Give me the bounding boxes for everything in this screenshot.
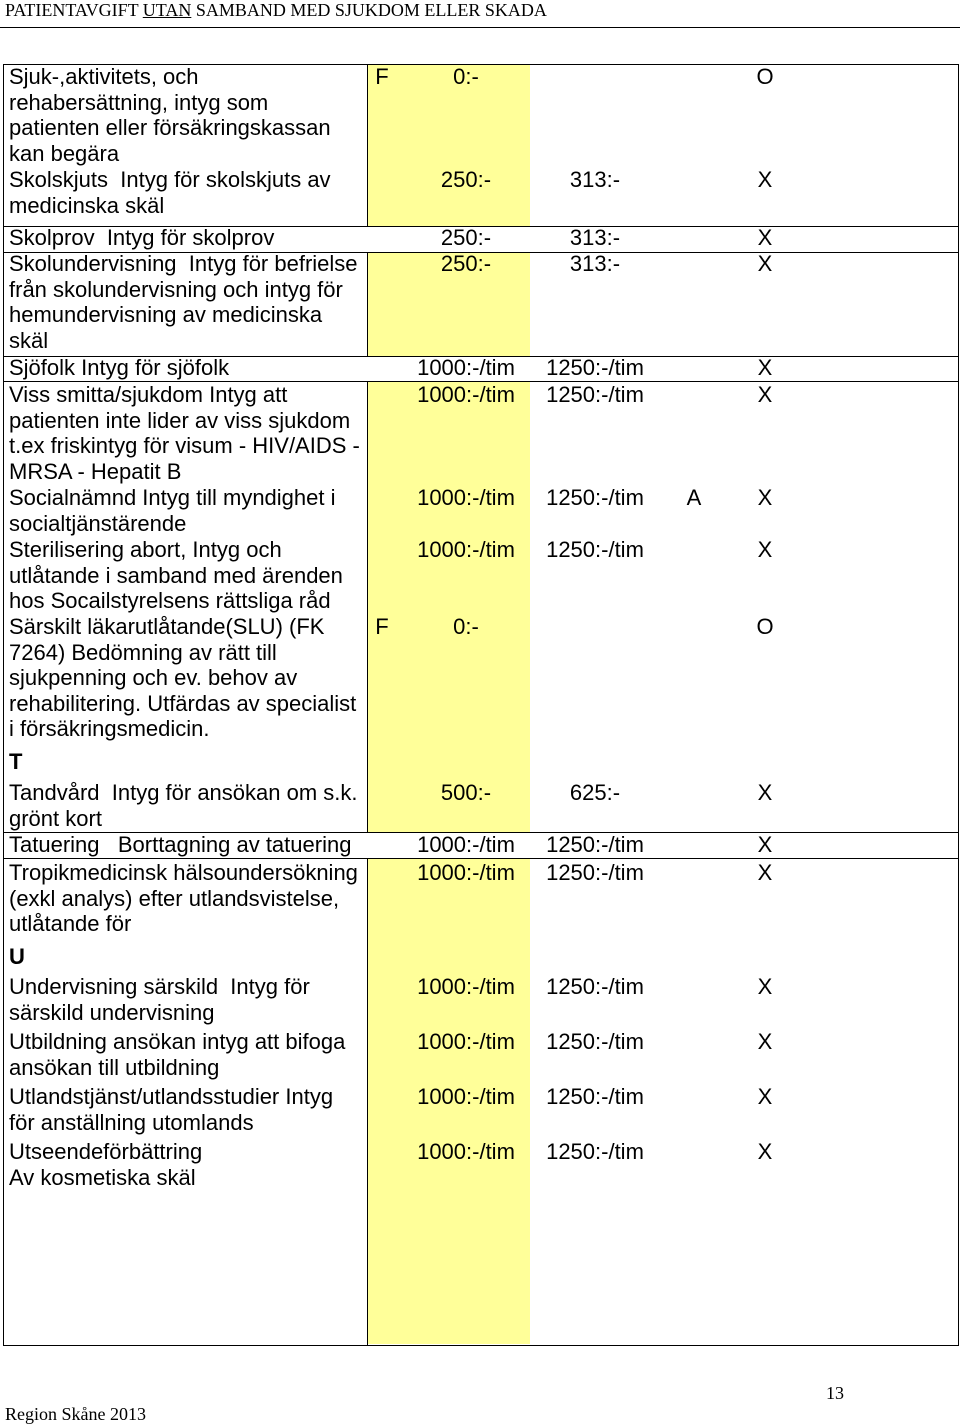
fee-row — [0, 860, 960, 937]
description-line: kan begära — [9, 140, 120, 166]
price-column-2: 1250:-/tim — [546, 974, 644, 999]
section-heading-row — [0, 944, 960, 970]
price-column-1: 250:- — [440, 167, 492, 192]
fee-row — [0, 537, 960, 614]
price-column-2: 1250:-/tim — [546, 382, 644, 407]
fee-row — [0, 355, 960, 381]
fee-row — [0, 1029, 960, 1080]
fee-row — [0, 832, 960, 858]
price-column-1: 0:- — [453, 64, 479, 89]
form-flag: F — [375, 614, 389, 639]
mark-flag: X — [757, 251, 773, 276]
description-line: Skolskjuts Intyg för skolskjuts av — [9, 167, 331, 192]
description-line: Utlandstjänst/utlandsstudier Intyg — [9, 1084, 334, 1109]
a-flag: A — [686, 485, 702, 510]
header-divider — [0, 27, 960, 28]
description-line: Av kosmetiska skäl — [9, 1164, 196, 1190]
description-line: Socialnämnd Intyg till myndighet i — [9, 485, 336, 510]
description-line: socialtjänstärende — [9, 510, 187, 536]
description-line: i försäkringsmedicin. — [9, 716, 210, 742]
price-column-2: 313:- — [569, 251, 621, 276]
header-title-underlined: UTAN — [142, 0, 192, 20]
description-line: Utseendeförbättring — [9, 1139, 203, 1164]
price-column-2: 1250:-/tim — [546, 537, 644, 562]
price-column-1: 1000:-/tim — [417, 974, 515, 999]
description-line: ansökan till utbildning — [9, 1054, 220, 1080]
header-title-end: SAMBAND MED SJUKDOM ELLER SKADA — [191, 0, 547, 20]
description-line: sjukpenning och ev. behov av — [9, 665, 298, 691]
description-line: medicinska skäl — [9, 192, 165, 218]
description-line: patienten inte lider av viss sjukdom — [9, 407, 351, 433]
price-column-1: 1000:-/tim — [417, 832, 515, 857]
mark-flag: X — [757, 225, 773, 250]
fee-row — [0, 64, 960, 166]
price-column-2: 1250:-/tim — [546, 485, 644, 510]
price-column-2: 1250:-/tim — [546, 860, 644, 885]
description-line: Utbildning ansökan intyg att bifoga — [9, 1029, 346, 1054]
mark-flag: O — [756, 614, 774, 639]
header-title-start: PATIENTAVGIFT — [5, 0, 143, 20]
description-line: utlåtande för — [9, 911, 132, 937]
price-column-1: 1000:-/tim — [417, 1139, 515, 1164]
mark-flag: X — [757, 537, 773, 562]
description-line: hemundervisning av medicinska — [9, 302, 323, 328]
footer-region: Region Skåne 2013 — [5, 1404, 146, 1424]
description-line: patienten eller försäkringskassan — [9, 115, 331, 141]
price-column-2: 1250:-/tim — [546, 832, 644, 857]
fee-row — [0, 485, 960, 536]
price-column-2: 1250:-/tim — [546, 1139, 644, 1164]
description-line: rehabilitering. Utfärdas av specialist — [9, 690, 357, 716]
description-line: Viss smitta/sjukdom Intyg att — [9, 382, 288, 407]
price-column-1: 1000:-/tim — [417, 1084, 515, 1109]
description-line: grönt kort — [9, 805, 102, 831]
fee-row — [0, 974, 960, 1025]
price-column-2: 313:- — [569, 225, 621, 250]
fee-row — [0, 1084, 960, 1135]
description-line: t.ex friskintyg för visum - HIV/AIDS - — [9, 433, 360, 459]
mark-flag: X — [757, 382, 773, 407]
description-line: Tandvård Intyg för ansökan om s.k. — [9, 780, 358, 805]
mark-flag: X — [757, 1084, 773, 1109]
fee-row — [0, 167, 960, 218]
fee-row — [0, 614, 960, 742]
description-line: från skolundervisning och intyg för — [9, 276, 343, 302]
price-column-1: 500:- — [440, 780, 492, 805]
description-line: (exkl analys) efter utlandsvistelse, — [9, 885, 340, 911]
mark-flag: X — [757, 832, 773, 857]
section-letter: U — [9, 944, 25, 969]
row-divider — [3, 858, 958, 859]
description-line: Skolundervisning Intyg för befrielse — [9, 251, 358, 276]
description-line: Undervisning särskild Intyg för — [9, 974, 310, 999]
mark-flag: X — [757, 1029, 773, 1054]
mark-flag: X — [757, 485, 773, 510]
description-line: utlåtande i samband med ärenden — [9, 562, 343, 588]
description-line: Särskilt läkarutlåtande(SLU) (FK — [9, 614, 325, 639]
price-column-1: 1000:-/tim — [417, 860, 515, 885]
price-column-1: 1000:-/tim — [417, 382, 515, 407]
description-line: 7264) Bedömning av rätt till — [9, 639, 277, 665]
fee-row — [0, 382, 960, 484]
fee-row — [0, 780, 960, 831]
description-line: Tropikmedicinsk hälsoundersökning — [9, 860, 358, 885]
price-column-2: 1250:-/tim — [546, 1084, 644, 1109]
description-line: Sjöfolk Intyg för sjöfolk — [9, 355, 230, 380]
fee-row — [0, 225, 960, 251]
price-column-2: 313:- — [569, 167, 621, 192]
description-line: särskild undervisning — [9, 999, 215, 1025]
mark-flag: O — [756, 64, 774, 89]
fee-row — [0, 251, 960, 353]
price-column-2: 625:- — [569, 780, 621, 805]
price-column-1: 1000:-/tim — [417, 485, 515, 510]
mark-flag: X — [757, 1139, 773, 1164]
mark-flag: X — [757, 355, 773, 380]
mark-flag: X — [757, 167, 773, 192]
fee-row — [0, 1139, 960, 1190]
page-number: 13 — [826, 1383, 844, 1403]
mark-flag: X — [757, 974, 773, 999]
description-line: MRSA - Hepatit B — [9, 458, 182, 484]
price-column-2: 1250:-/tim — [546, 1029, 644, 1054]
price-column-1: 1000:-/tim — [417, 355, 515, 380]
price-column-1: 0:- — [453, 614, 479, 639]
price-column-1: 250:- — [440, 251, 492, 276]
section-heading-row — [0, 749, 960, 775]
page-header — [5, 0, 547, 20]
section-letter: T — [9, 749, 23, 774]
price-column-1: 250:- — [440, 225, 492, 250]
description-line: hos Socailstyrelsens rättsliga råd — [9, 588, 331, 614]
description-line: Tatuering Borttagning av tatuering — [9, 832, 352, 857]
description-line: Skolprov Intyg för skolprov — [9, 225, 275, 250]
price-column-2: 1250:-/tim — [546, 355, 644, 380]
description-line: för anställning utomlands — [9, 1109, 254, 1135]
form-flag: F — [375, 64, 389, 89]
price-column-1: 1000:-/tim — [417, 537, 515, 562]
mark-flag: X — [757, 860, 773, 885]
description-line: skäl — [9, 327, 49, 353]
mark-flag: X — [757, 780, 773, 805]
description-line: Sterilisering abort, Intyg och — [9, 537, 282, 562]
description-line: rehabersättning, intyg som — [9, 89, 269, 115]
price-column-1: 1000:-/tim — [417, 1029, 515, 1054]
description-line: Sjuk-,aktivitets, och — [9, 64, 199, 89]
